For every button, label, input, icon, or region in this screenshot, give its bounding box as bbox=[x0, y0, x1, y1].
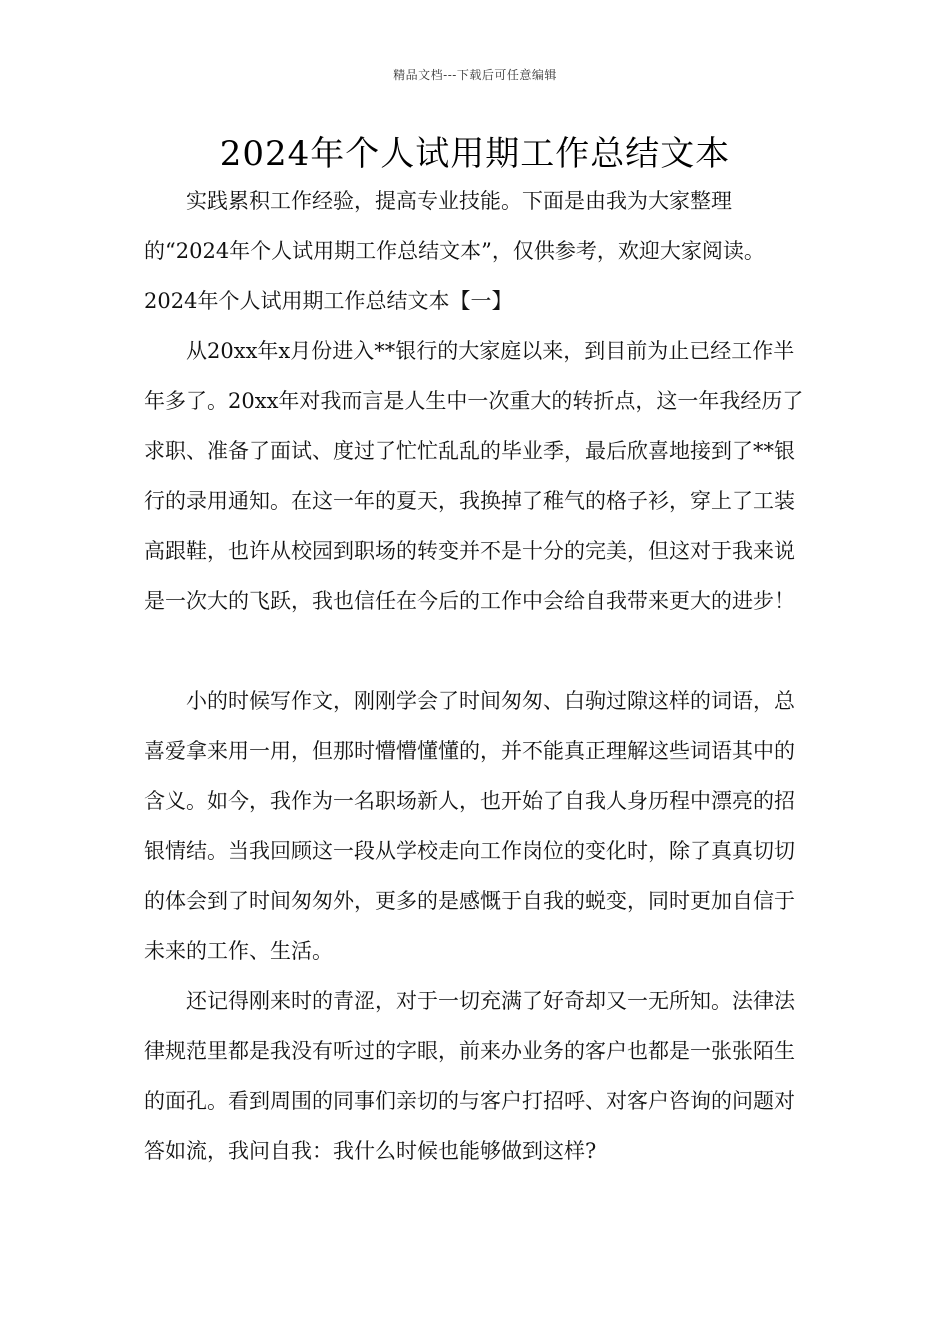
document-title: 2024年个人试用期工作总结文本 bbox=[219, 134, 731, 174]
section-heading: 2024年个人试用期工作总结文本【一】 bbox=[144, 289, 513, 313]
body-paragraph: 小的时候写作文，刚刚学会了时间匆匆、白驹过隙这样的词语，总喜爱拿来用一用，但那时懵懵懂懂的，并不能真正理解这些词语其中的含义。如今，我作为一名职场新人，也开始了自我人身历程中漂亮的招银情结。当我回顾这一段从学校走向工作岗位的变化时，除了真真切切的体会到了时间匆匆外，更多的是感慨于自我的蜕变，同时更加自信于未来的工作、生活。 bbox=[144, 689, 795, 963]
body-paragraph: 还记得刚来时的青涩，对于一切充满了好奇却又一无所知。法律法律规范里都是我没有听过的字眼，前来办业务的客户也都是一张张陌生的面孔。看到周围的同事们亲切的与客户打招呼、对客户咨询的问题对答如流，我问自我：我什么时候也能够做到这样? bbox=[144, 989, 795, 1163]
intro-paragraph: 实践累积工作经验，提高专业技能。下面是由我为大家整理的“2024年个人试用期工作总结文本”，仅供参考，欢迎大家阅读。 bbox=[144, 189, 765, 263]
document-body bbox=[144, 176, 814, 1176]
body-paragraph: 从20xx年x月份进入**银行的大家庭以来，到目前为止已经工作半年多了。20xx年对我而言是人生中一次重大的转折点，这一年我经历了求职、准备了面试、度过了忙忙乱乱的毕业季，最后欣喜地接到了**银行的录用通知。在这一年的夏天，我换掉了稚气的格子衫，穿上了工装高跟鞋，也许从校园到职场的转变并不是十分的完美，但这对于我来说是一次大的飞跃，我也信任在今后的工作中会给自我带来更大的进步！ bbox=[144, 339, 804, 613]
header-note: 精品文档---下载后可任意编辑 bbox=[393, 68, 557, 82]
paragraph-spacer bbox=[144, 626, 814, 676]
